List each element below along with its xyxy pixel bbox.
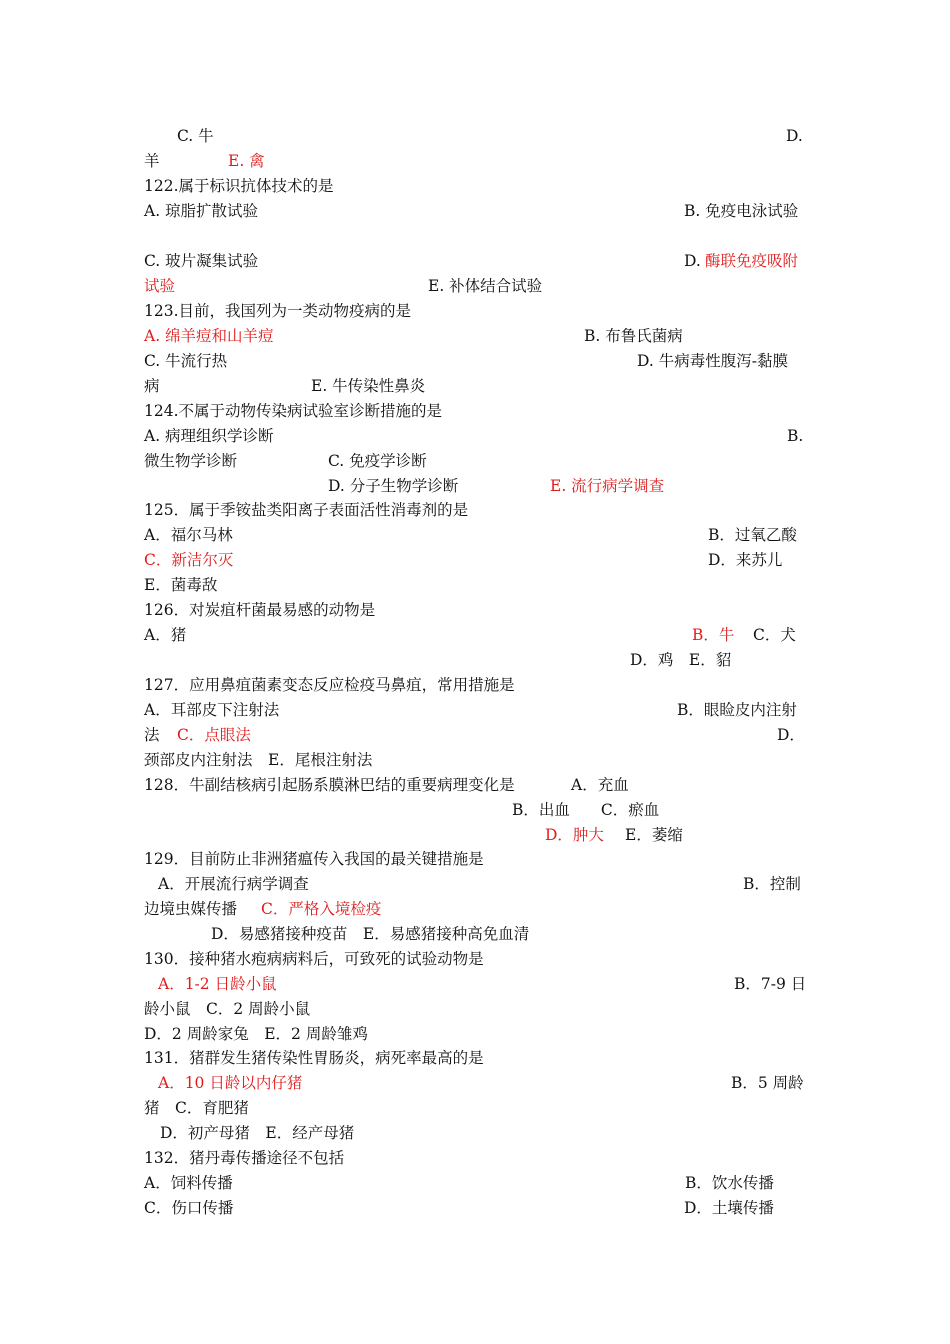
q123-option-d-cont: 病 xyxy=(144,377,160,395)
question-127: 127．应用鼻疽菌素变态反应检疫马鼻疽，常用措施是 xyxy=(144,676,515,694)
q129-option-de: D．易感猪接种疫苗 E．易感猪接种高免血清 xyxy=(211,925,530,943)
q122-option-d-answer-cont: 试验 xyxy=(144,277,176,295)
q127-option-d: D． xyxy=(777,726,805,744)
q123-option-c: C. 牛流行热 xyxy=(144,352,228,370)
q128-option-d-answer: D．肿大 xyxy=(545,826,604,844)
q129-option-a: A．开展流行病学调查 xyxy=(158,875,309,893)
q123-option-b: B. 布鲁氏菌病 xyxy=(584,327,683,345)
q122-option-b: B. 免疫电泳试验 xyxy=(684,202,799,220)
q131-option-a-answer: A．10 日龄以内仔猪 xyxy=(158,1074,303,1092)
q125-option-b: B．过氧乙酸 xyxy=(708,526,797,544)
q128-option-e: E．萎缩 xyxy=(625,826,683,844)
q126-option-a: A．猪 xyxy=(144,626,187,644)
question-130: 130．接种猪水疱病病料后，可致死的试验动物是 xyxy=(144,950,484,968)
question-128: 128．牛副结核病引起肠系膜淋巴结的重要病理变化是 xyxy=(144,776,515,794)
q128-option-a: A．充血 xyxy=(571,776,629,794)
q132-option-b: B．饮水传播 xyxy=(685,1174,774,1192)
q124-option-d: D. 分子生物学诊断 xyxy=(328,477,459,495)
question-122: 122.属于标识抗体技术的是 xyxy=(144,177,334,195)
q127-option-b-cont: 法 xyxy=(144,726,160,744)
q124-option-a: A. 病理组织学诊断 xyxy=(144,427,274,445)
q123-option-a-answer: A. 绵羊痘和山羊痘 xyxy=(144,327,274,345)
q130-option-a-answer: A．1-2 日龄小鼠 xyxy=(158,975,277,993)
q125-option-e: E．菌毒敌 xyxy=(144,576,218,594)
question-124: 124.不属于动物传染病试验室诊断措施的是 xyxy=(144,402,443,420)
q125-option-a: A．福尔马林 xyxy=(144,526,233,544)
q124-option-e-answer: E. 流行病学调查 xyxy=(550,477,665,495)
q127-option-a: A．耳部皮下注射法 xyxy=(144,701,280,719)
q126-option-b-answer: B．牛 xyxy=(692,626,735,644)
question-125: 125．属于季铵盐类阳离子表面活性消毒剂的是 xyxy=(144,501,469,519)
option-d-cont: 羊 xyxy=(144,152,160,170)
q122-option-d-label: D. xyxy=(684,252,701,270)
q124-option-b: B. xyxy=(787,427,804,445)
question-129: 129．目前防止非洲猪瘟传入我国的最关键措施是 xyxy=(144,850,484,868)
q129-option-b-cont: 边境虫媒传播 xyxy=(144,900,238,918)
q127-option-b: B．眼睑皮内注射 xyxy=(677,701,797,719)
q125-option-c-answer: C．新洁尔灭 xyxy=(144,551,234,569)
q123-option-d: D. 牛病毒性腹泻-黏膜 xyxy=(637,352,788,370)
option-e-answer: E. 禽 xyxy=(228,152,265,170)
q122-option-d-answer: 酶联免疫吸附 xyxy=(705,252,799,270)
option-c: C. 牛 xyxy=(177,127,214,145)
q131-option-bc: 猪 C．育肥猪 xyxy=(144,1099,249,1117)
q129-option-b: B．控制 xyxy=(743,875,801,893)
question-123: 123.目前，我国列为一类动物疫病的是 xyxy=(144,302,412,320)
question-132: 132．猪丹毒传播途径不包括 xyxy=(144,1149,345,1167)
q124-option-b-cont: 微生物学诊断 xyxy=(144,452,238,470)
q123-option-e: E. 牛传染性鼻炎 xyxy=(311,377,426,395)
q122-option-c: C. 玻片凝集试验 xyxy=(144,252,259,270)
q132-option-a: A．饲料传播 xyxy=(144,1174,233,1192)
q132-option-d: D．土壤传播 xyxy=(684,1199,774,1217)
question-126: 126．对炭疽杆菌最易感的动物是 xyxy=(144,601,376,619)
q126-option-de: D．鸡 E．貂 xyxy=(630,651,732,669)
q131-option-b: B．5 周龄 xyxy=(731,1074,804,1092)
q127-option-c-answer: C．点眼法 xyxy=(177,726,251,744)
q132-option-c: C．伤口传播 xyxy=(144,1199,234,1217)
q130-option-de: D．2 周龄家兔 E．2 周龄雏鸡 xyxy=(144,1025,368,1043)
q124-option-c: C. 免疫学诊断 xyxy=(328,452,427,470)
q122-option-e: E. 补体结合试验 xyxy=(428,277,543,295)
q130-option-b: B．7-9 日 xyxy=(734,975,807,993)
q128-option-bc: B．出血 C．瘀血 xyxy=(512,801,660,819)
q130-option-bc: 龄小鼠 C．2 周龄小鼠 xyxy=(144,1000,311,1018)
q125-option-d: D．来苏儿 xyxy=(708,551,783,569)
q122-option-a: A. 琼脂扩散试验 xyxy=(144,202,259,220)
q129-option-c-answer: C．严格入境检疫 xyxy=(261,900,382,918)
q126-option-c: C．犬 xyxy=(753,626,796,644)
question-131: 131．猪群发生猪传染性胃肠炎，病死率最高的是 xyxy=(144,1049,484,1067)
q131-option-de: D．初产母猪 E．经产母猪 xyxy=(160,1124,355,1142)
q127-option-de: 颈部皮内注射法 E．尾根注射法 xyxy=(144,751,373,769)
option-d: D. xyxy=(786,127,803,145)
